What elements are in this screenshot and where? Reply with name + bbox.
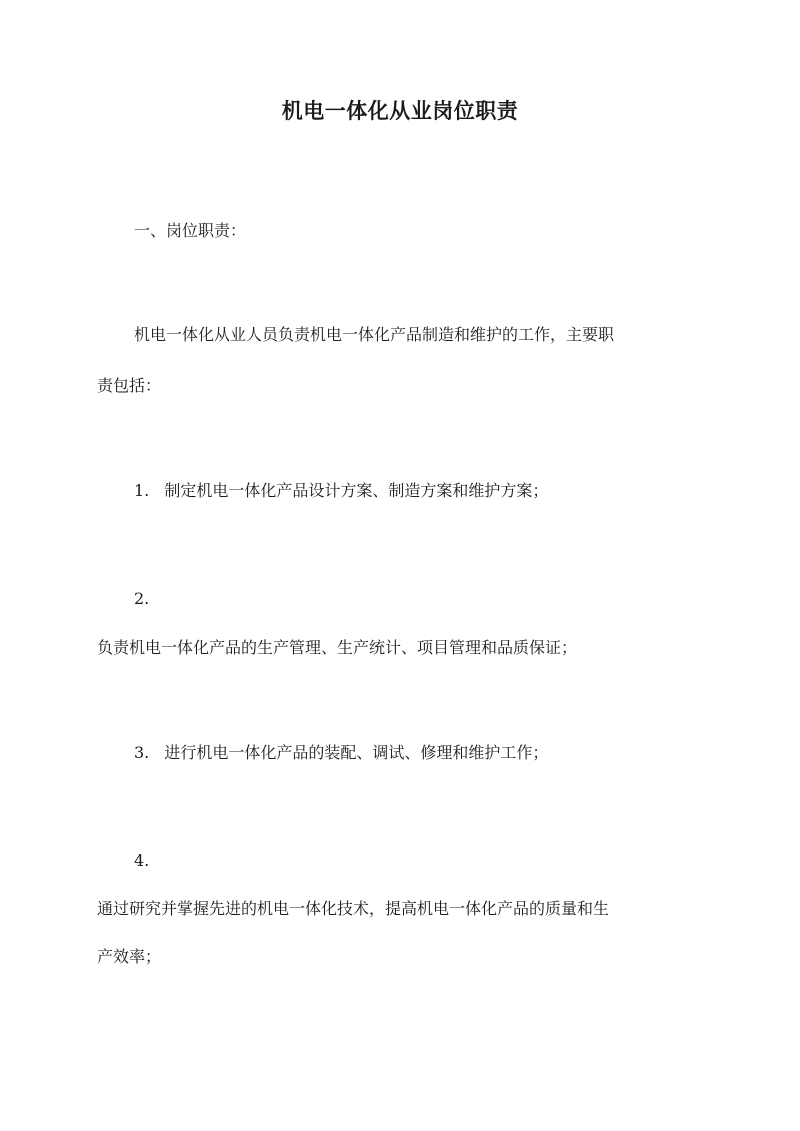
list-item-4-text-line-2: 产效率； bbox=[97, 947, 162, 966]
list-item-4-text-line-1: 通过研究并掌握先进的机电一体化技术，提高机电一体化产品的质量和生 bbox=[97, 899, 610, 918]
list-item-number: 3. bbox=[134, 743, 150, 762]
intro-paragraph-line-1: 机电一体化从业人员负责机电一体化产品制造和维护的工作，主要职 bbox=[134, 325, 615, 344]
page-title: 机电一体化从业岗位职责 bbox=[281, 98, 519, 123]
list-item-text: 制定机电一体化产品设计方案、制造方案和维护方案； bbox=[164, 481, 549, 500]
intro-paragraph-line-2: 责包括： bbox=[97, 376, 162, 395]
list-item-text: 进行机电一体化产品的装配、调试、修理和维护工作； bbox=[164, 743, 549, 762]
list-item-1 bbox=[134, 479, 548, 503]
list-item-2-number: 2. bbox=[134, 589, 150, 608]
list-item-4-number: 4. bbox=[134, 851, 150, 870]
list-item-2-text: 负责机电一体化产品的生产管理、生产统计、项目管理和品质保证； bbox=[97, 638, 578, 657]
section-heading: 一、岗位职责： bbox=[134, 221, 247, 240]
list-item-3 bbox=[134, 741, 548, 765]
list-item-number: 1. bbox=[134, 481, 150, 500]
